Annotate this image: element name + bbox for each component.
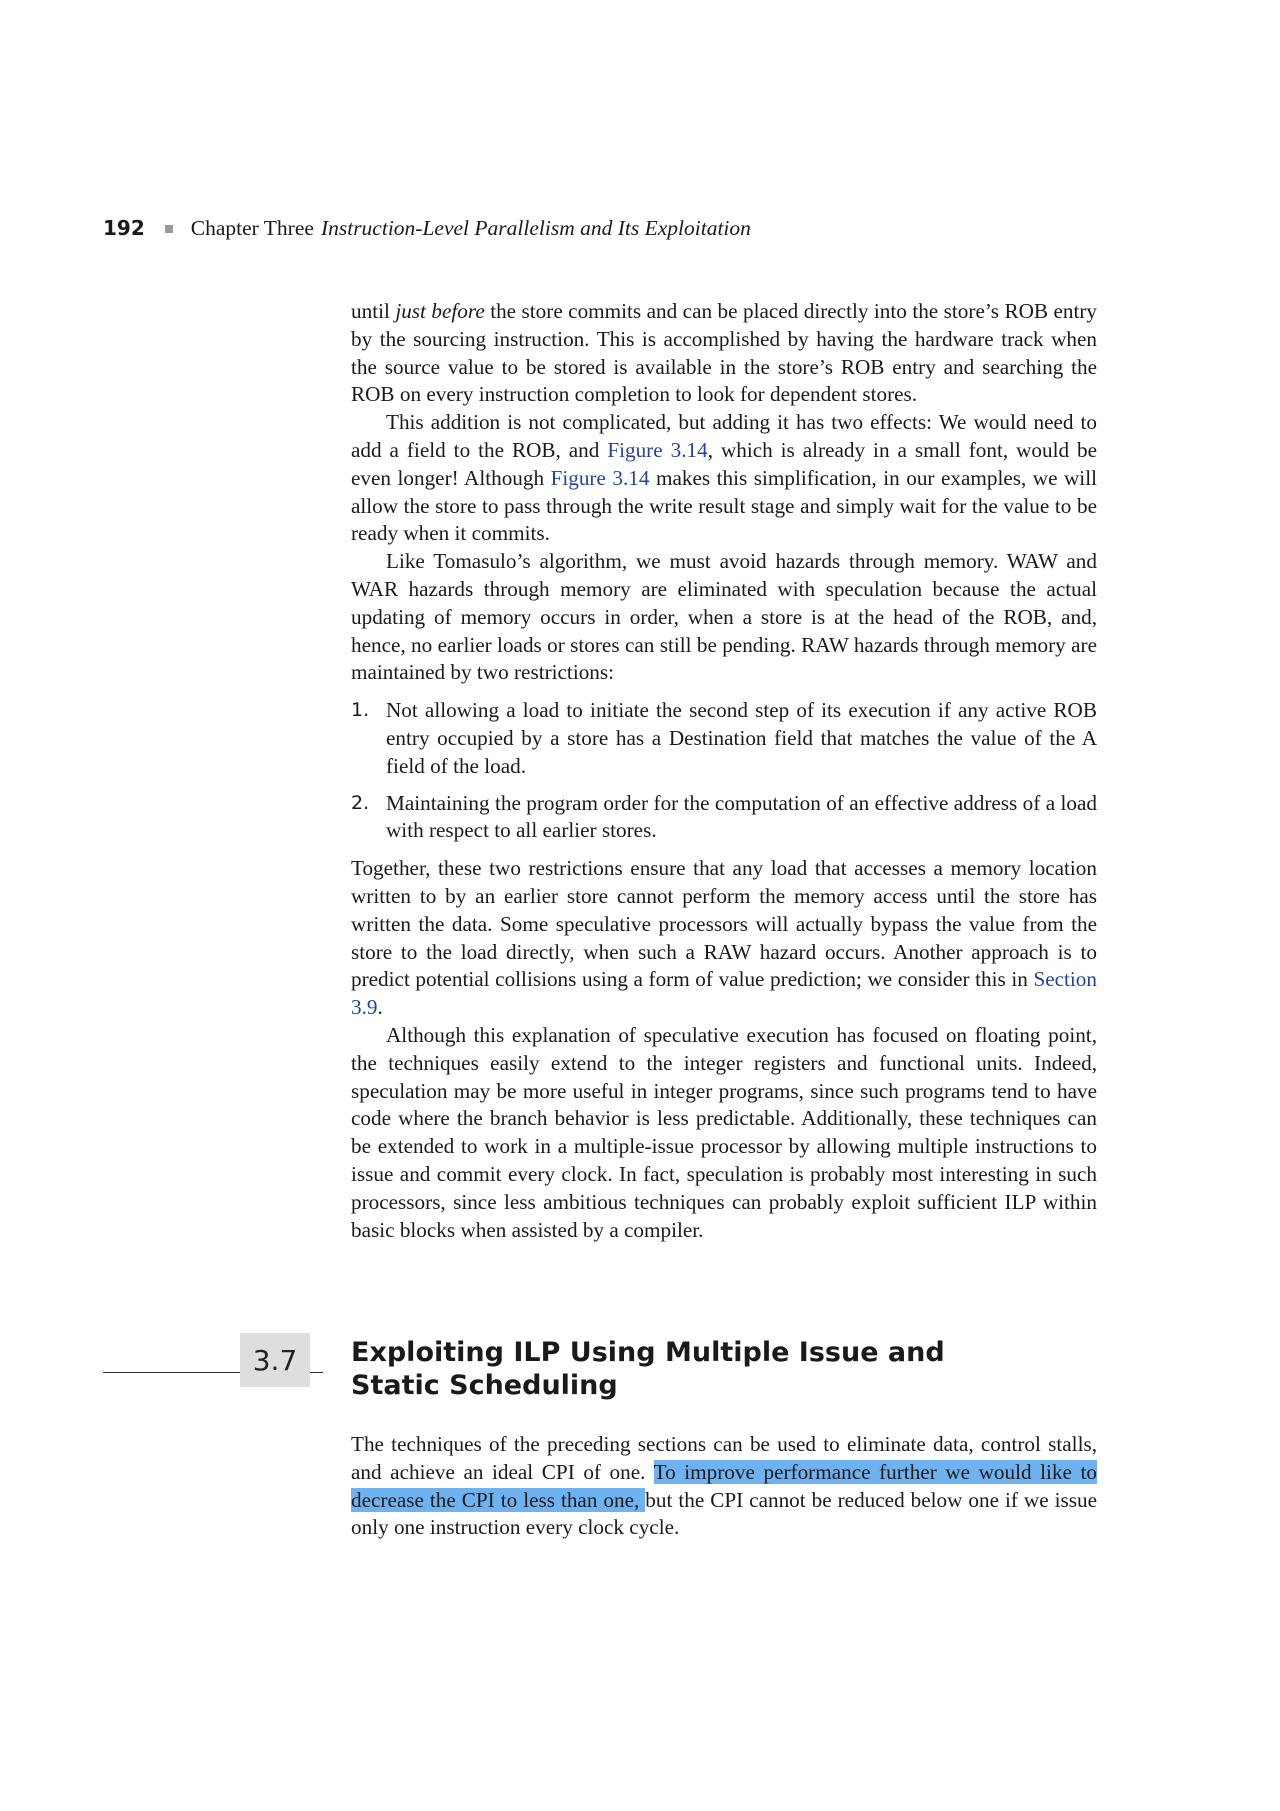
text-selection-highlight[interactable]: To improve performance further we would like to decrease the CPI to less than one,	[351, 1459, 1097, 1512]
list-item: 1. Not allowing a load to initiate the second step of its execution if any active ROB entry occupied by a store has a Destination field that matches the value of the A field of the load.	[351, 698, 1097, 778]
figure-link[interactable]: Figure 3.14	[550, 465, 650, 490]
chapter-title: Instruction-Level Parallelism and Its Exploitation	[320, 216, 751, 240]
numbered-list	[351, 697, 1097, 845]
chapter-label: Chapter Three	[190, 216, 314, 240]
page-number: 192	[103, 216, 145, 240]
section-number: 3.7	[240, 1333, 310, 1387]
paragraph: Together, these two restrictions ensure that any load that accesses a memory location written to by an earlier store cannot perform the memory access until the store has written the data. Some speculative processors will actually bypass the value from the store to the load directly, when such a RAW hazard occurs. Another approach is to predict potential collisions using a form of value prediction; we consider this in Section 3.9.	[351, 856, 1097, 1020]
header-separator-icon	[165, 225, 173, 233]
section-body	[351, 1431, 1097, 1542]
section-link[interactable]: Section 3.9	[351, 967, 1097, 1020]
section-title: Exploiting ILP Using Multiple Issue and Static Scheduling	[351, 1337, 945, 1401]
running-header	[103, 216, 751, 241]
paragraph: The techniques of the preceding sections can be used to eliminate data, control stalls, and achieve an ideal CPI of one. To improve performance further we would like to decrease the CPI to less than one, but the CPI cannot be reduced below one if we issue only one instruction every clock cycle.	[351, 1432, 1097, 1540]
paragraph: Like Tomasulo’s algorithm, we must avoid hazards through memory. WAW and WAR hazards through memory are eliminated with speculation because the actual updating of memory occurs in order, when a store is at the head of the ROB, and, hence, no earlier loads or stores can still be pending. RAW hazards through memory are maintained by two restrictions:	[351, 549, 1097, 685]
paragraph: until just before the store commits and can be placed directly into the store’s ROB entry by the sourcing instruction. This is accomplished by having the hardware track when the source value to be stored is available in the store’s ROB entry and searching the ROB on every instruction completion to look for dependent stores.	[351, 299, 1098, 407]
paragraph: This addition is not complicated, but adding it has two effects: We would need to add a field to the ROB, and Figure 3.14, which is already in a small font, would be even longer! Although Figure 3.14 makes this simplification, in our examples, we will allow the store to pass through the write result stage and simply wait for the value to be ready when it commits.	[351, 410, 1098, 546]
list-item: 2. Maintaining the program order for the computation of an effective address of a load with respect to all earlier stores.	[351, 790, 1097, 843]
figure-link[interactable]: Figure 3.14	[607, 437, 708, 462]
paragraph: Although this explanation of speculative execution has focused on floating point, the techniques easily extend to the integer registers and functional units. Indeed, speculation may be more useful in integer programs, since such programs tend to have code where the branch behavior is less predictable. Additionally, these techniques can be extended to work in a multiple-issue processor by allowing multiple instructions to issue and commit every clock. In fact, speculation is probably most interesting in such processors, since less ambitious techniques can probably exploit sufficient ILP within basic blocks when assisted by a compiler.	[351, 1022, 1097, 1242]
body-column	[351, 298, 1097, 1244]
